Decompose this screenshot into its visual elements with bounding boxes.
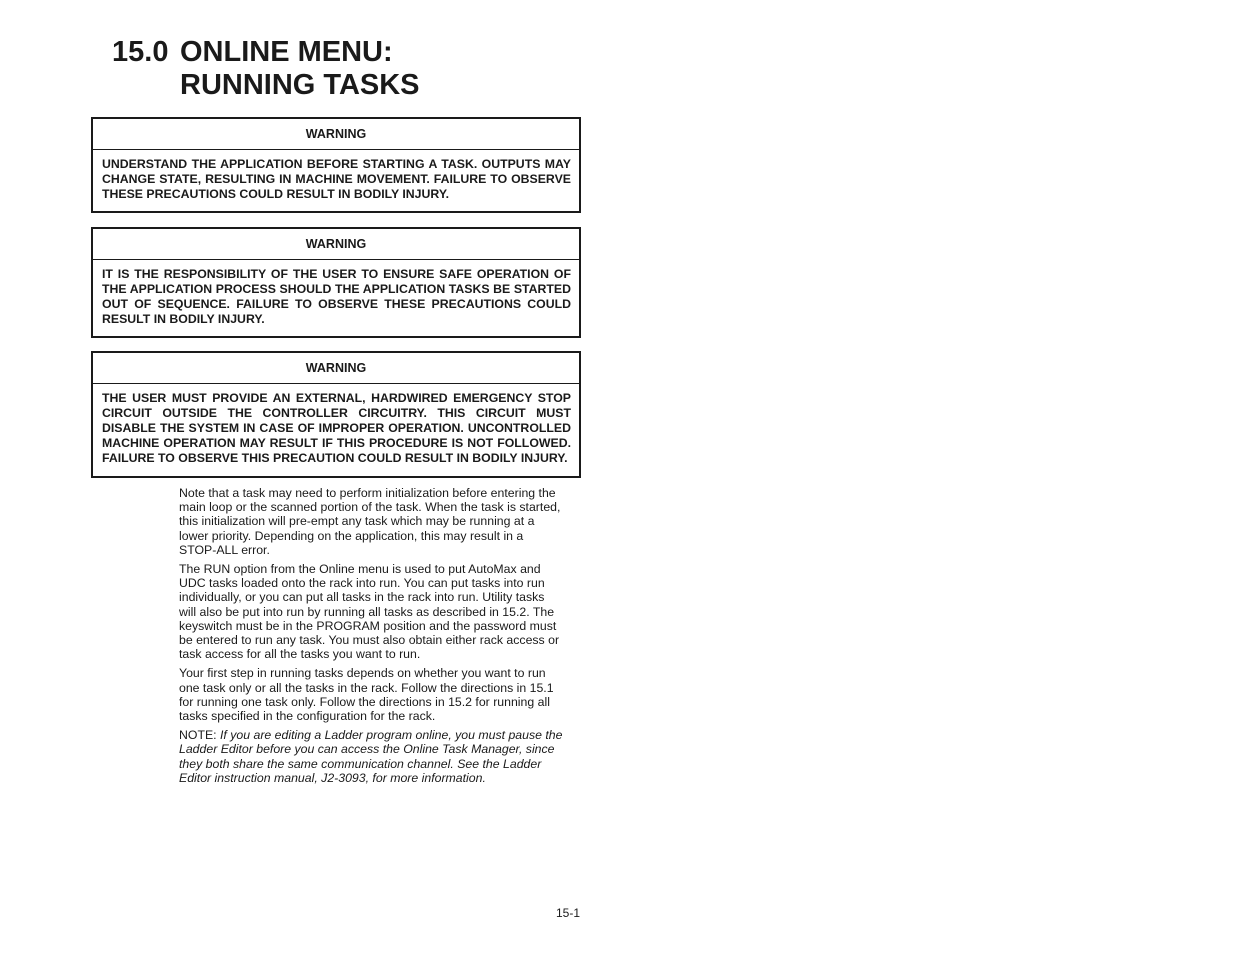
section-number: 15.0	[112, 36, 169, 68]
warning-title: WARNING	[93, 229, 579, 260]
note-label: NOTE:	[179, 728, 217, 743]
warning-title: WARNING	[93, 353, 579, 384]
warning-box-1	[91, 117, 581, 213]
warning-box-2	[91, 227, 581, 338]
section-title-line-1: ONLINE MENU:	[180, 36, 393, 68]
warning-text: UNDERSTAND THE APPLICATION BEFORE STARTING A TASK. OUTPUTS MAY CHANGE STATE, RESULTING IN MACHINE MOVEMENT. FAILURE TO OBSERVE THESE PRECAUTIONS COULD RESULT IN BODILY INJURY.	[102, 157, 571, 201]
note-text: If you are editing a Ladder program online, you must pause the Ladder Editor before you can access the Online Task Manager, since they both share the same communication channel. See the Ladder Editor instruction manual, J2-3093, for more information.	[179, 728, 563, 785]
body-text	[179, 486, 564, 790]
section-title-line-2: RUNNING TASKS	[180, 69, 420, 101]
page-number: 15-1	[556, 906, 581, 920]
warning-text: IT IS THE RESPONSIBILITY OF THE USER TO ENSURE SAFE OPERATION OF THE APPLICATION PROCESS SHOULD THE APPLICATION TASKS BE STARTED OUT OF SEQUENCE. FAILURE TO OBSERVE THESE PRECAUTIONS COULD RESULT IN BODILY INJURY.	[102, 267, 571, 326]
paragraph-run-option: The RUN option from the Online menu is used to put AutoMax and UDC tasks loaded onto the rack into run. You can put tasks into run individually, or you can put all tasks in the rack into run. Utility tasks will also be put into run by running all tasks as described in 15.2. The keyswitch must be in the PROGRAM position and the password must be entered to run any task. You must also obtain either rack access or task access for all the tasks you want to run.	[179, 562, 560, 662]
note-paragraph	[179, 728, 564, 785]
section-title	[180, 36, 580, 102]
paragraph-first-step: Your first step in running tasks depends on whether you want to run one task only or all the tasks in the rack. Follow the directions in 15.1 for running one task only. Follow the directions in 15.2 for running all tasks specified in the configuration for the rack.	[179, 666, 554, 724]
warning-box-3	[91, 351, 581, 478]
paragraph-initialization: Note that a task may need to perform initialization before entering the main loop or the scanned portion of the task. When the task is started, this initialization will pre-empt any task which may be running at a lower priority. Depending on the application, this may result in a STOP-ALL error.	[179, 486, 561, 557]
warning-text: THE USER MUST PROVIDE AN EXTERNAL, HARDWIRED EMERGENCY STOP CIRCUIT OUTSIDE THE CONTROLLER CIRCUITRY. THIS CIRCUIT MUST DISABLE THE SYSTEM IN CASE OF IMPROPER OPERATION. UNCONTROLLED MACHINE OPERATION MAY RESULT IF THIS PROCEDURE IS NOT FOLLOWED. FAILURE TO OBSERVE THIS PRECAUTION COULD RESULT IN BODILY INJURY.	[102, 391, 571, 465]
warning-title: WARNING	[93, 119, 579, 150]
